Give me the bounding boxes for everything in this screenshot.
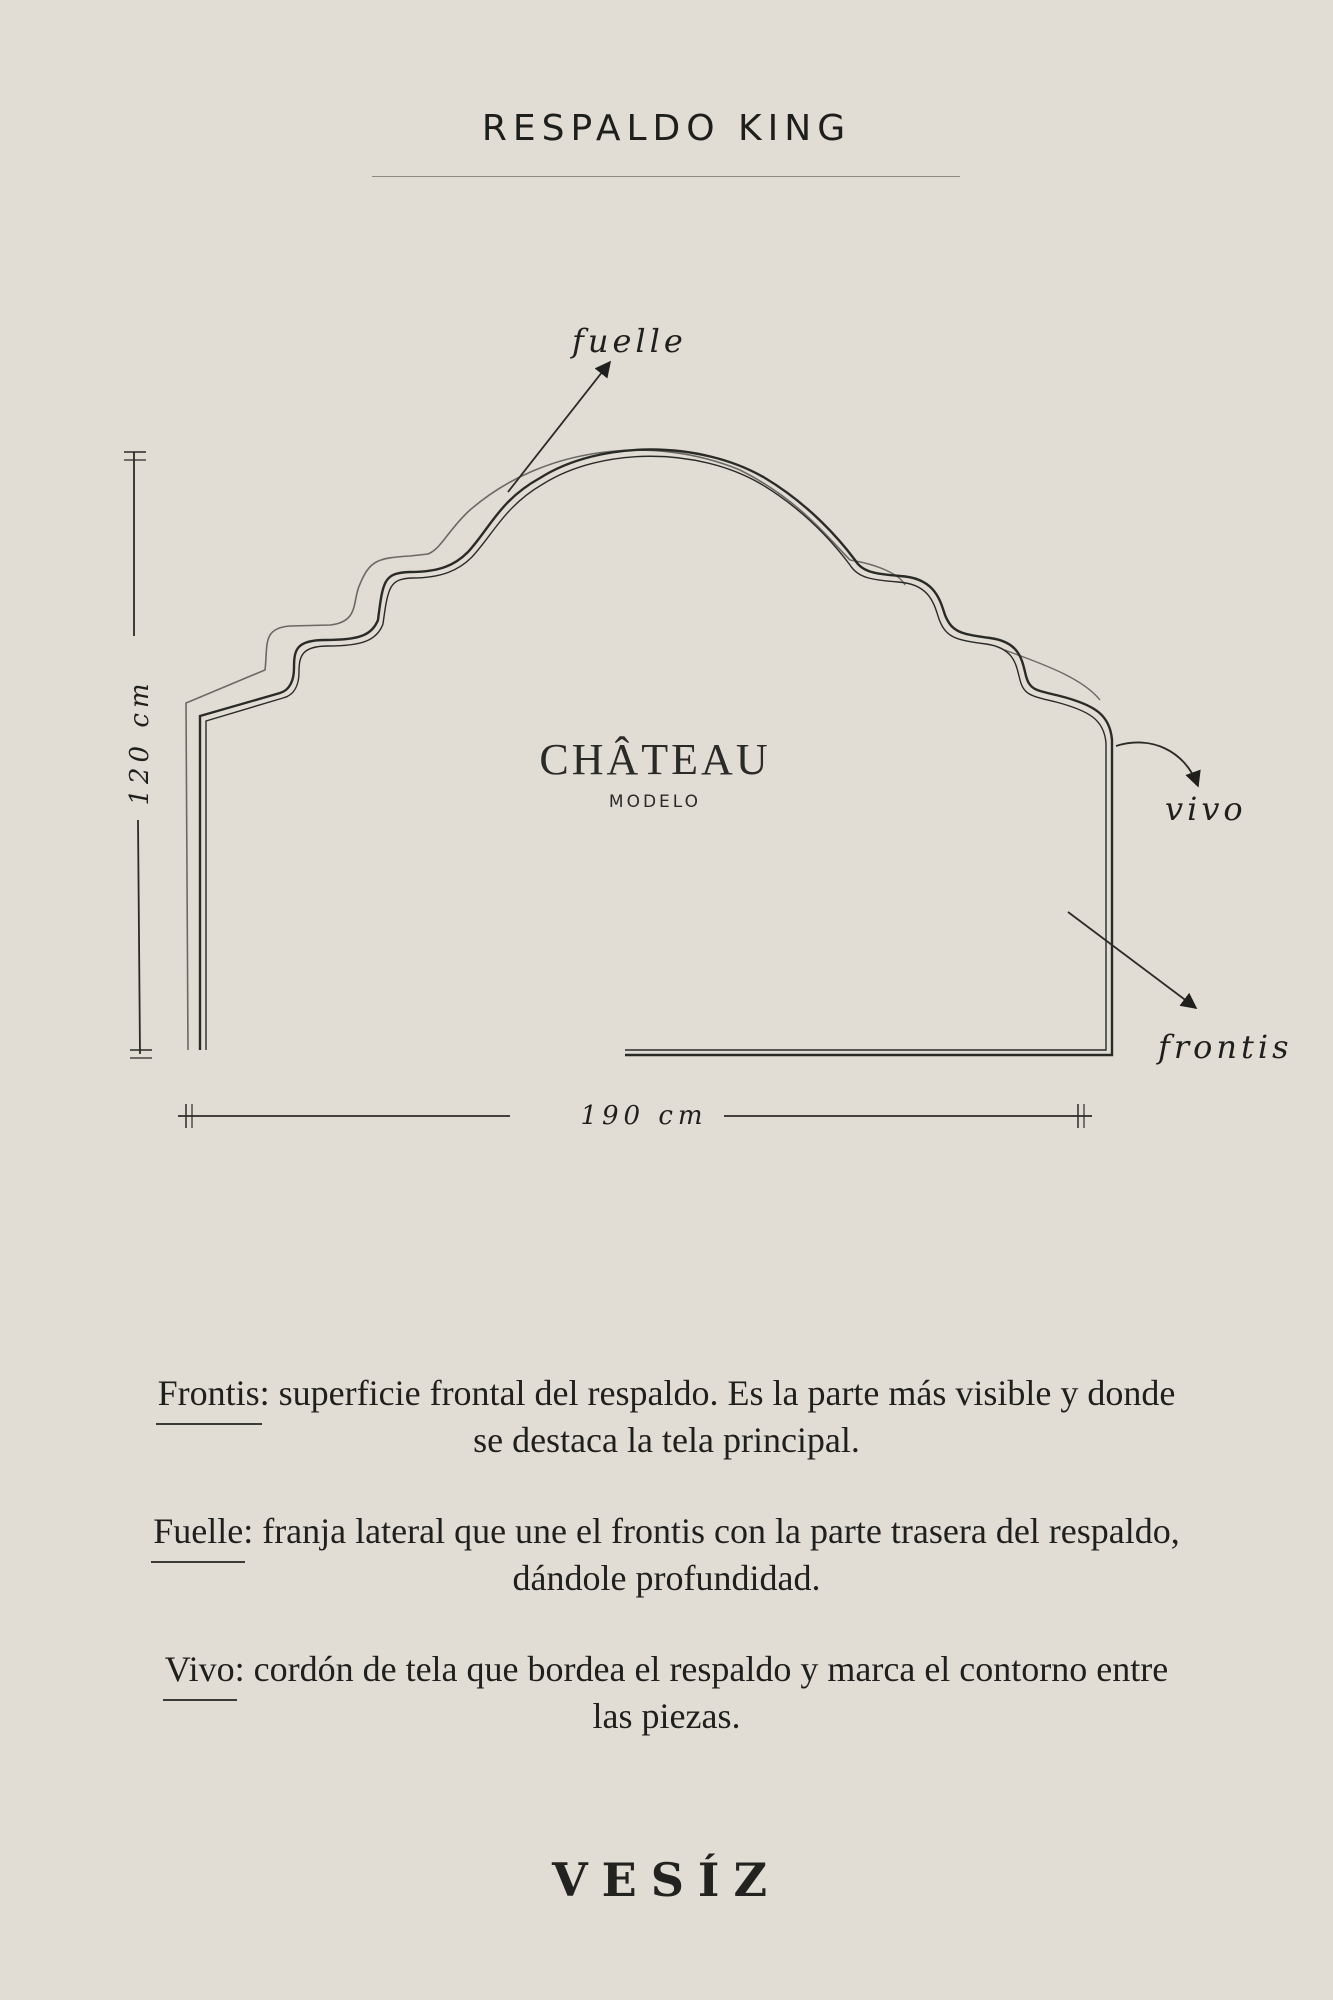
definitions [150, 1370, 1183, 1784]
definition-vivo [150, 1646, 1183, 1740]
definition-frontis [150, 1370, 1183, 1464]
definition-term: Fuelle [153, 1508, 243, 1555]
model-name: CHÂTEAU [539, 735, 771, 784]
definition-fuelle [150, 1508, 1183, 1602]
fuelle-label: fuelle [572, 322, 687, 360]
vivo-arrow [1116, 742, 1198, 786]
height-label: 120 cm [125, 678, 155, 806]
frontis-label: frontis [1158, 1028, 1293, 1066]
vivo-label: vivo [1165, 790, 1247, 828]
definition-term: Frontis [158, 1370, 260, 1417]
model-label: MODELO [608, 792, 702, 812]
brand-logo: VESÍZ [551, 1853, 782, 1907]
fuelle-arrow [508, 362, 610, 492]
definition-text: : cordón de tela que bordea el respaldo y marca el contorno entre las piezas. [234, 1649, 1169, 1736]
definition-term: Vivo [165, 1646, 235, 1693]
definition-text: : superficie frontal del respaldo. Es la parte más visible y donde se destaca la tela principal. [259, 1373, 1176, 1460]
page-title: RESPALDO KING [481, 108, 852, 149]
frontis-arrow [1068, 912, 1196, 1008]
definition-text: : franja lateral que une el frontis con la parte trasera del respaldo, dándole profundidad. [243, 1511, 1180, 1598]
width-label: 190 cm [580, 1101, 708, 1131]
